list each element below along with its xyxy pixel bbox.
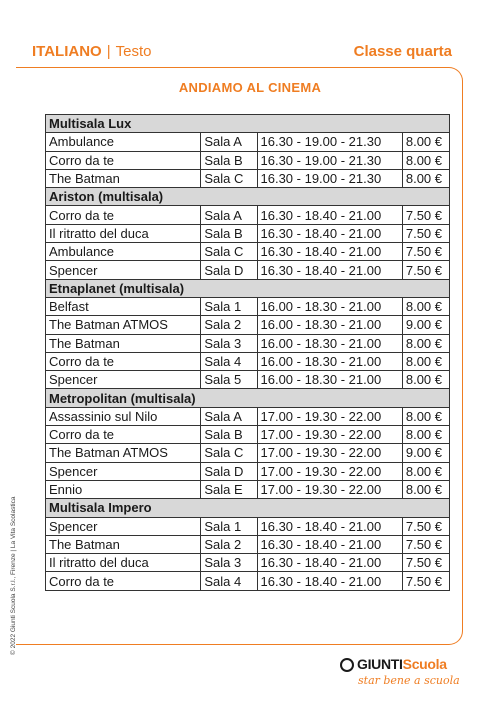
venue-header-row xyxy=(46,499,450,517)
showtimes-cell: 16.00 - 18.30 - 21.00 xyxy=(257,371,402,389)
table-row xyxy=(46,352,450,370)
screen-cell: Sala D xyxy=(201,462,257,480)
price-cell: 8.00 € xyxy=(402,169,449,187)
showtimes-cell: 16.30 - 19.00 - 21.30 xyxy=(257,169,402,187)
film-title-cell: Ennio xyxy=(46,480,201,498)
showtimes-cell: 16.00 - 18.30 - 21.00 xyxy=(257,352,402,370)
header-left xyxy=(32,43,151,60)
showtimes-cell: 17.00 - 19.30 - 22.00 xyxy=(257,462,402,480)
price-cell: 7.50 € xyxy=(402,243,449,261)
venue-header-row xyxy=(46,188,450,206)
price-cell: 9.00 € xyxy=(402,444,449,462)
price-cell: 8.00 € xyxy=(402,133,449,151)
film-title-cell: Ambulance xyxy=(46,133,201,151)
showtimes-cell: 17.00 - 19.30 - 22.00 xyxy=(257,407,402,425)
screen-cell: Sala 2 xyxy=(201,316,257,334)
price-cell: 7.50 € xyxy=(402,261,449,279)
price-cell: 7.50 € xyxy=(402,517,449,535)
copyright-note: © 2022 Giunti Scuola S.r.l., Firenze | La Vita Scolastica xyxy=(10,496,17,655)
venue-name: Metropolitan (multisala) xyxy=(46,389,450,407)
showtimes-cell: 16.30 - 18.40 - 21.00 xyxy=(257,261,402,279)
film-title-cell: Corro da te xyxy=(46,206,201,224)
film-title-cell: Spencer xyxy=(46,261,201,279)
showtimes-cell: 16.30 - 18.40 - 21.00 xyxy=(257,206,402,224)
venue-header-row xyxy=(46,279,450,297)
price-cell: 8.00 € xyxy=(402,151,449,169)
logo-wordmark: GIUNTIScuola xyxy=(357,656,447,672)
price-cell: 7.50 € xyxy=(402,554,449,572)
table-row xyxy=(46,572,450,590)
venue-name: Ariston (multisala) xyxy=(46,188,450,206)
showtimes-cell: 16.00 - 18.30 - 21.00 xyxy=(257,316,402,334)
price-cell: 8.00 € xyxy=(402,480,449,498)
table-row xyxy=(46,334,450,352)
film-title-cell: Spencer xyxy=(46,462,201,480)
price-cell: 7.50 € xyxy=(402,572,449,590)
price-cell: 8.00 € xyxy=(402,334,449,352)
showtimes-cell: 16.30 - 18.40 - 21.00 xyxy=(257,243,402,261)
showtimes-cell: 16.00 - 18.30 - 21.00 xyxy=(257,297,402,315)
grade-label: Classe quarta xyxy=(353,42,452,60)
film-title-cell: The Batman xyxy=(46,535,201,553)
showtimes-cell: 16.30 - 19.00 - 21.30 xyxy=(257,133,402,151)
table-row xyxy=(46,480,450,498)
showtimes-cell: 17.00 - 19.30 - 22.00 xyxy=(257,480,402,498)
table-row xyxy=(46,316,450,334)
screen-cell: Sala 3 xyxy=(201,554,257,572)
showtimes-cell: 16.00 - 18.30 - 21.00 xyxy=(257,334,402,352)
screen-cell: Sala B xyxy=(201,151,257,169)
venue-name: Etnaplanet (multisala) xyxy=(46,279,450,297)
film-title-cell: Corro da te xyxy=(46,151,201,169)
film-title-cell: Ambulance xyxy=(46,243,201,261)
screen-cell: Sala 4 xyxy=(201,572,257,590)
screen-cell: Sala 4 xyxy=(201,352,257,370)
venue-header-row xyxy=(46,389,450,407)
film-title-cell: The Batman ATMOS xyxy=(46,316,201,334)
screen-cell: Sala B xyxy=(201,426,257,444)
table-row xyxy=(46,151,450,169)
film-title-cell: Assassinio sul Nilo xyxy=(46,407,201,425)
showtimes-cell: 16.30 - 18.40 - 21.00 xyxy=(257,517,402,535)
screen-cell: Sala B xyxy=(201,224,257,242)
showtimes-cell: 16.30 - 19.00 - 21.30 xyxy=(257,151,402,169)
table-row xyxy=(46,224,450,242)
table-row xyxy=(46,133,450,151)
section-label: Testo xyxy=(115,42,152,60)
header-separator: | xyxy=(106,42,111,60)
screen-cell: Sala C xyxy=(201,243,257,261)
screen-cell: Sala C xyxy=(201,444,257,462)
film-title-cell: Spencer xyxy=(46,371,201,389)
screen-cell: Sala A xyxy=(201,407,257,425)
table-row xyxy=(46,297,450,315)
film-title-cell: The Batman ATMOS xyxy=(46,444,201,462)
table-body xyxy=(46,115,450,591)
cinema-schedule-table xyxy=(45,114,450,591)
page-header xyxy=(32,40,452,62)
table-row xyxy=(46,517,450,535)
price-cell: 8.00 € xyxy=(402,462,449,480)
showtimes-cell: 16.30 - 18.40 - 21.00 xyxy=(257,224,402,242)
table-row xyxy=(46,407,450,425)
venue-name: Multisala Impero xyxy=(46,499,450,517)
price-cell: 7.50 € xyxy=(402,206,449,224)
screen-cell: Sala D xyxy=(201,261,257,279)
screen-cell: Sala A xyxy=(201,133,257,151)
table-row xyxy=(46,371,450,389)
table-row xyxy=(46,206,450,224)
venue-header-row xyxy=(46,115,450,133)
showtimes-cell: 16.30 - 18.40 - 21.00 xyxy=(257,572,402,590)
showtimes-cell: 16.30 - 18.40 - 21.00 xyxy=(257,554,402,572)
price-cell: 7.50 € xyxy=(402,224,449,242)
film-title-cell: Il ritratto del duca xyxy=(46,224,201,242)
logo-g-icon xyxy=(340,658,354,672)
price-cell: 8.00 € xyxy=(402,297,449,315)
table-row xyxy=(46,243,450,261)
price-cell: 7.50 € xyxy=(402,535,449,553)
table-row xyxy=(46,462,450,480)
film-title-cell: Il ritratto del duca xyxy=(46,554,201,572)
table-row xyxy=(46,261,450,279)
film-title-cell: The Batman xyxy=(46,169,201,187)
price-cell: 8.00 € xyxy=(402,426,449,444)
screen-cell: Sala C xyxy=(201,169,257,187)
film-title-cell: Corro da te xyxy=(46,426,201,444)
screen-cell: Sala 5 xyxy=(201,371,257,389)
screen-cell: Sala 2 xyxy=(201,535,257,553)
film-title-cell: Spencer xyxy=(46,517,201,535)
screen-cell: Sala A xyxy=(201,206,257,224)
table-row xyxy=(46,426,450,444)
price-cell: 8.00 € xyxy=(402,352,449,370)
screen-cell: Sala 1 xyxy=(201,517,257,535)
price-cell: 9.00 € xyxy=(402,316,449,334)
table-row xyxy=(46,444,450,462)
table-row xyxy=(46,169,450,187)
table-row xyxy=(46,535,450,553)
film-title-cell: The Batman xyxy=(46,334,201,352)
publisher-logo xyxy=(340,655,460,695)
film-title-cell: Belfast xyxy=(46,297,201,315)
price-cell: 8.00 € xyxy=(402,371,449,389)
subject-label: ITALIANO xyxy=(32,42,102,60)
film-title-cell: Corro da te xyxy=(46,572,201,590)
logo-tagline: star bene a scuola xyxy=(358,674,460,687)
showtimes-cell: 17.00 - 19.30 - 22.00 xyxy=(257,444,402,462)
showtimes-cell: 16.30 - 18.40 - 21.00 xyxy=(257,535,402,553)
screen-cell: Sala 3 xyxy=(201,334,257,352)
screen-cell: Sala E xyxy=(201,480,257,498)
showtimes-cell: 17.00 - 19.30 - 22.00 xyxy=(257,426,402,444)
price-cell: 8.00 € xyxy=(402,407,449,425)
venue-name: Multisala Lux xyxy=(46,115,450,133)
screen-cell: Sala 1 xyxy=(201,297,257,315)
film-title-cell: Corro da te xyxy=(46,352,201,370)
table-row xyxy=(46,554,450,572)
page-title: ANDIAMO AL CINEMA xyxy=(178,80,322,95)
